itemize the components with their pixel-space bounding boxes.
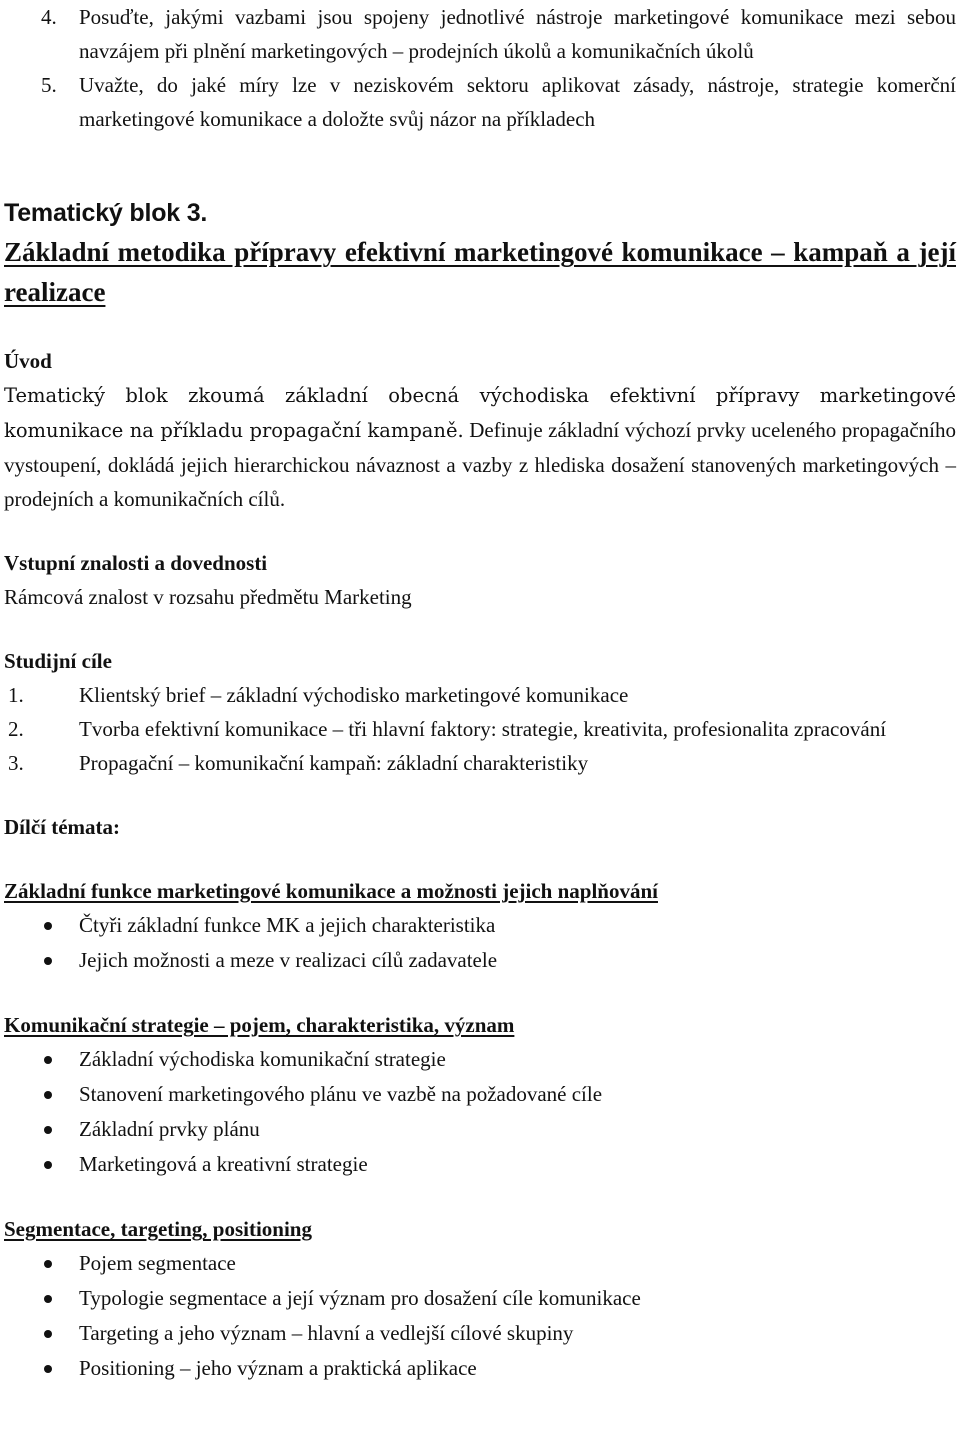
list-item-text: Klientský brief – základní východisko marketingové komunikace [79,683,629,707]
block-title: Základní metodika přípravy efektivní marketingové komunikace – kampaň a její realizace [4,237,956,307]
bullet-text: Typologie segmentace a její význam pro dosažení cíle komunikace [79,1286,641,1310]
bullet-text: Čtyři základní funkce MK a jejich charakteristika [79,913,496,937]
block-heading: Tematický blok 3. [4,199,208,227]
goals-label: Studijní cíle [4,649,112,673]
list-number: 2. [8,717,24,741]
bullet-item [4,1281,956,1316]
bullet-text: Marketingová a kreativní strategie [79,1152,368,1176]
intro-paragraph [4,378,956,516]
goals-list [4,678,956,780]
bullet-item [4,1112,956,1147]
prerequisites-text: Rámcová znalost v rozsahu předmětu Marketing [4,585,412,609]
topic-bullet-list [4,1246,956,1386]
list-item-text: Posuďte, jakými vazbami jsou spojeny jednotlivé nástroje marketingové komunikace mezi sebou navzájem při plnění marketingových – prodejních úkolů a komunikačních úkolů [79,5,956,63]
list-number: 3. [8,751,24,775]
bullet-text: Stanovení marketingového plánu ve vazbě na požadované cíle [79,1082,603,1106]
bullet-item [4,1351,956,1386]
list-item-text: Tvorba efektivní komunikace – tři hlavní faktory: strategie, kreativita, profesionalita zpracování [79,717,887,741]
bullet-text: Positioning – jeho význam a praktická aplikace [79,1356,477,1380]
bullet-text: Pojem segmentace [79,1251,236,1275]
bullet-item [4,1042,956,1077]
question-list [4,0,956,136]
bullet-item [4,1316,956,1351]
list-item [4,678,956,712]
intro-label: Úvod [4,349,52,373]
bullet-icon [44,1056,52,1064]
bullet-text: Jejich možnosti a meze v realizaci cílů zadavatele [79,948,498,972]
bullet-icon [44,1161,52,1169]
bullet-icon [44,1295,52,1303]
list-item-text: Uvažte, do jaké míry lze v neziskovém sektoru aplikovat zásady, nástroje, strategie komerční marketingové komunikace a doložte svůj názor na příkladech [79,73,956,131]
bullet-icon [44,1126,52,1134]
list-item [4,712,956,746]
topic-heading: Segmentace, targeting, positioning [4,1217,312,1241]
bullet-icon [44,1260,52,1268]
bullet-item [4,1246,956,1281]
bullet-item [4,1147,956,1182]
bullet-icon [44,922,52,930]
bullet-icon [44,1365,52,1373]
list-item [4,0,956,68]
topic-heading: Komunikační strategie – pojem, charakteristika, význam [4,1013,515,1037]
prerequisites-label: Vstupní znalosti a dovednosti [4,551,268,575]
list-item [4,746,956,780]
list-item-text: Propagační – komunikační kampaň: základní charakteristiky [79,751,589,775]
bullet-icon [44,1091,52,1099]
topic-bullet-list [4,908,956,978]
bullet-item [4,908,956,943]
list-item [4,68,956,136]
list-number: 1. [8,683,24,707]
bullet-item [4,943,956,978]
bullet-text: Základní prvky plánu [79,1117,260,1141]
bullet-icon [44,1330,52,1338]
bullet-text: Základní východiska komunikační strategie [79,1047,446,1071]
bullet-item [4,1077,956,1112]
list-number: 4. [41,5,57,29]
list-number: 5. [41,73,57,97]
bullet-text: Targeting a jeho význam – hlavní a vedlejší cílové skupiny [79,1321,574,1345]
bullet-icon [44,957,52,965]
intro-text-part1: Tematický blok zkoumá základní obecná východiska efektivní přípravy marketingové komunikace na příkladu propagační kampaně. [4,384,956,442]
intro-text-part2: Definuje základní výchozí prvky uceleného propagačního vystoupení, dokládá jejich hierarchickou návaznost a vazby z hlediska dosažení stanovených marketingových – prodejních a komunikačních cílů. [4,418,957,511]
topic-heading: Základní funkce marketingové komunikace a možnosti jejich naplňování [4,879,658,903]
subtopics-label: Dílčí témata: [4,815,121,839]
topic-bullet-list [4,1042,956,1182]
